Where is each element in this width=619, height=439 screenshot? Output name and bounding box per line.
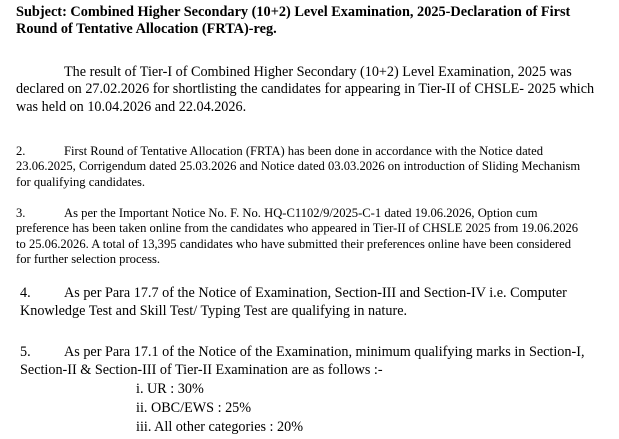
list-item: iii. All other categories : 20% bbox=[136, 419, 304, 435]
paragraph-3 bbox=[16, 206, 616, 268]
paragraph-5-line-1: As per Para 17.1 of the Notice of the Examination, minimum qualifying marks in Section-I, bbox=[64, 344, 585, 360]
qualifying-marks-list bbox=[136, 380, 303, 437]
paragraph-2-number: 2. bbox=[16, 144, 26, 158]
paragraph-1 bbox=[16, 64, 616, 116]
paragraph-4 bbox=[20, 284, 616, 320]
subject-line-2: Round of Tentative Allocation (FRTA)-reg. bbox=[16, 21, 277, 37]
list-item: i. UR : 30% bbox=[136, 381, 204, 397]
paragraph-2-line-3: for qualifying candidates. bbox=[16, 174, 146, 189]
paragraph-4-line-1: As per Para 17.7 of the Notice of Examination, Section-III and Section-IV i.e. Computer bbox=[64, 285, 567, 301]
paragraph-5-line-2: Section-II & Section-III of Tier-II Examination are as follows :- bbox=[20, 361, 383, 378]
paragraph-4-number: 4. bbox=[20, 285, 31, 301]
paragraph-2-line-2: 23.06.2025, Corrigendum dated 25.03.2026 and Notice dated 03.03.2026 on introduction of Sliding Mechanism bbox=[16, 159, 581, 174]
paragraph-1-line-1: The result of Tier-I of Combined Higher Secondary (10+2) Level Examination, 2025 was bbox=[64, 64, 572, 80]
paragraph-1-line-2: declared on 27.02.2026 for shortlisting the candidates for appearing in Tier-II of CHSLE- 2025 which bbox=[16, 81, 595, 98]
paragraph-2 bbox=[16, 144, 616, 190]
paragraph-3-line-2: preference has been taken online from the candidates who appeared in Tier-II of CHSLE 2025 from 19.06.2026 bbox=[16, 221, 579, 236]
paragraph-2-line-1: First Round of Tentative Allocation (FRTA) has been done in accordance with the Notice dated bbox=[64, 144, 544, 158]
subject-heading bbox=[16, 4, 616, 38]
paragraph-3-number: 3. bbox=[16, 206, 26, 220]
subject-line-1: Subject: Combined Higher Secondary (10+2) Level Examination, 2025-Declaration of First bbox=[16, 4, 571, 20]
paragraph-3-line-3: to 25.06.2026. A total of 13,395 candidates who have submitted their preferences online have been considered bbox=[16, 236, 572, 251]
paragraph-3-line-4: for further selection process. bbox=[16, 252, 161, 267]
list-item: ii. OBC/EWS : 25% bbox=[136, 400, 252, 416]
paragraph-4-line-2: Knowledge Test and Skill Test/ Typing Test are qualifying in nature. bbox=[20, 303, 408, 319]
paragraph-5-number: 5. bbox=[20, 344, 31, 360]
paragraph-3-line-1: As per the Important Notice No. F. No. HQ-C1102/9/2025-C-1 dated 19.06.2026, Option cum bbox=[64, 206, 538, 220]
paragraph-5 bbox=[20, 344, 616, 379]
paragraph-1-line-3: was held on 10.04.2026 and 22.04.2026. bbox=[16, 98, 247, 115]
